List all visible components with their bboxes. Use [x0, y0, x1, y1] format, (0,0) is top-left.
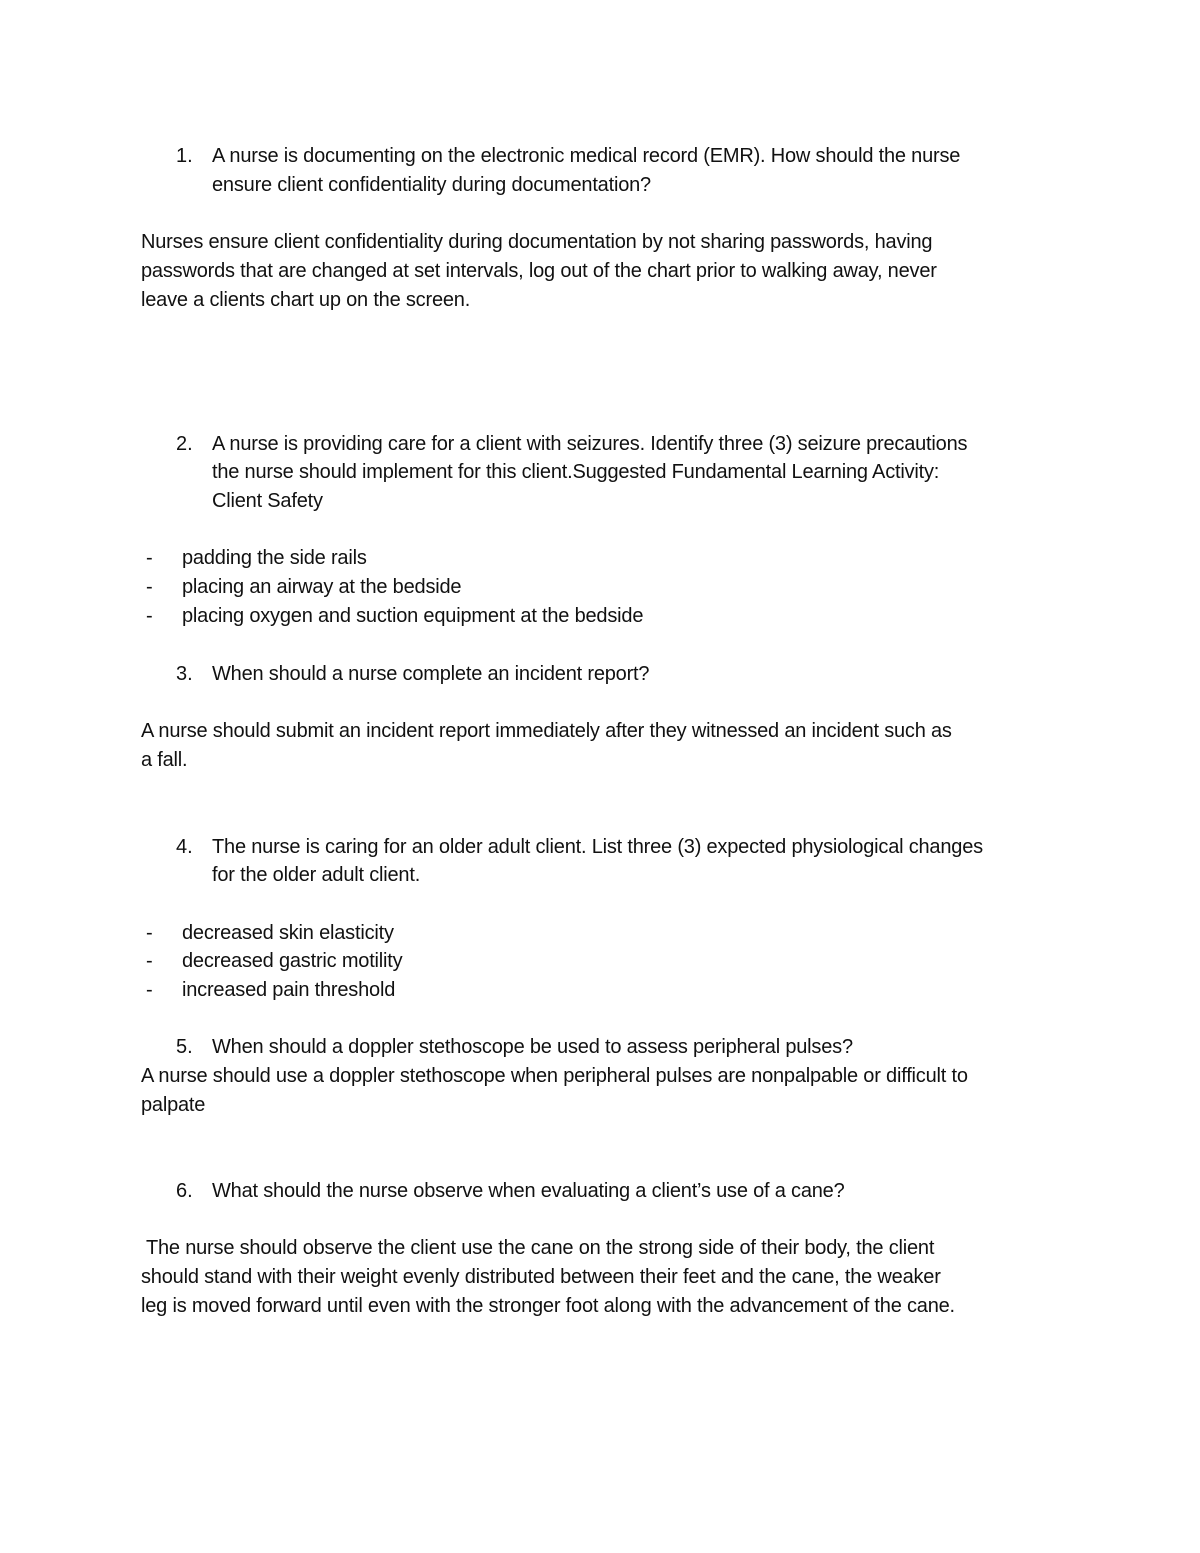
- question-2-line-2: the nurse should implement for this client.Suggested Fundamental Learning Activity:: [212, 461, 940, 483]
- answer-5-line-1: A nurse should use a doppler stethoscope when peripheral pulses are nonpalpable or difficult to: [141, 1065, 968, 1087]
- answer-2-bullet-2: placing an airway at the bedside: [182, 576, 462, 598]
- answer-2-bullet-3: placing oxygen and suction equipment at the bedside: [182, 605, 644, 627]
- question-3-line-1: When should a nurse complete an incident report?: [212, 663, 650, 685]
- answer-4-bullet-2: decreased gastric motility: [182, 950, 403, 972]
- question-number: 5.: [176, 1036, 193, 1058]
- answer-6-line-2: should stand with their weight evenly distributed between their feet and the cane, the weaker: [141, 1266, 941, 1288]
- question-4-line-2: for the older adult client.: [212, 864, 421, 886]
- answer-3-line-1: A nurse should submit an incident report immediately after they witnessed an incident such as: [141, 720, 952, 742]
- answer-6-line-1: The nurse should observe the client use the cane on the strong side of their body, the client: [141, 1237, 935, 1259]
- answer-6-line-3: leg is moved forward until even with the stronger foot along with the advancement of the cane.: [141, 1295, 955, 1317]
- question-number: 1.: [176, 145, 193, 167]
- bullet-dash: -: [146, 922, 153, 944]
- question-6-line-1: What should the nurse observe when evaluating a client’s use of a cane?: [212, 1180, 845, 1202]
- answer-2-bullet-1: padding the side rails: [182, 547, 367, 569]
- answer-3-line-2: a fall.: [141, 749, 188, 771]
- answer-1-line-3: leave a clients chart up on the screen.: [141, 289, 471, 311]
- bullet-dash: -: [146, 576, 153, 598]
- question-1-line-1: A nurse is documenting on the electronic medical record (EMR). How should the nurse: [212, 145, 961, 167]
- question-2-line-1: A nurse is providing care for a client with seizures. Identify three (3) seizure precautions: [212, 433, 968, 455]
- question-5-line-1: When should a doppler stethoscope be used to assess peripheral pulses?: [212, 1036, 853, 1058]
- bullet-dash: -: [146, 605, 153, 627]
- answer-4-bullet-3: increased pain threshold: [182, 979, 396, 1001]
- answer-5-line-2: palpate: [141, 1094, 206, 1116]
- bullet-dash: -: [146, 979, 153, 1001]
- question-number: 3.: [176, 663, 193, 685]
- bullet-dash: -: [146, 547, 153, 569]
- question-number: 6.: [176, 1180, 193, 1202]
- answer-4-bullet-1: decreased skin elasticity: [182, 922, 394, 944]
- answer-1-line-2: passwords that are changed at set intervals, log out of the chart prior to walking away, never: [141, 260, 937, 282]
- answer-1-line-1: Nurses ensure client confidentiality during documentation by not sharing passwords, having: [141, 231, 933, 253]
- bullet-dash: -: [146, 950, 153, 972]
- question-1-line-2: ensure client confidentiality during documentation?: [212, 174, 651, 196]
- question-number: 4.: [176, 836, 193, 858]
- question-2-line-3: Client Safety: [212, 490, 323, 512]
- question-4-line-1: The nurse is caring for an older adult client. List three (3) expected physiological changes: [212, 836, 983, 858]
- question-number: 2.: [176, 433, 193, 455]
